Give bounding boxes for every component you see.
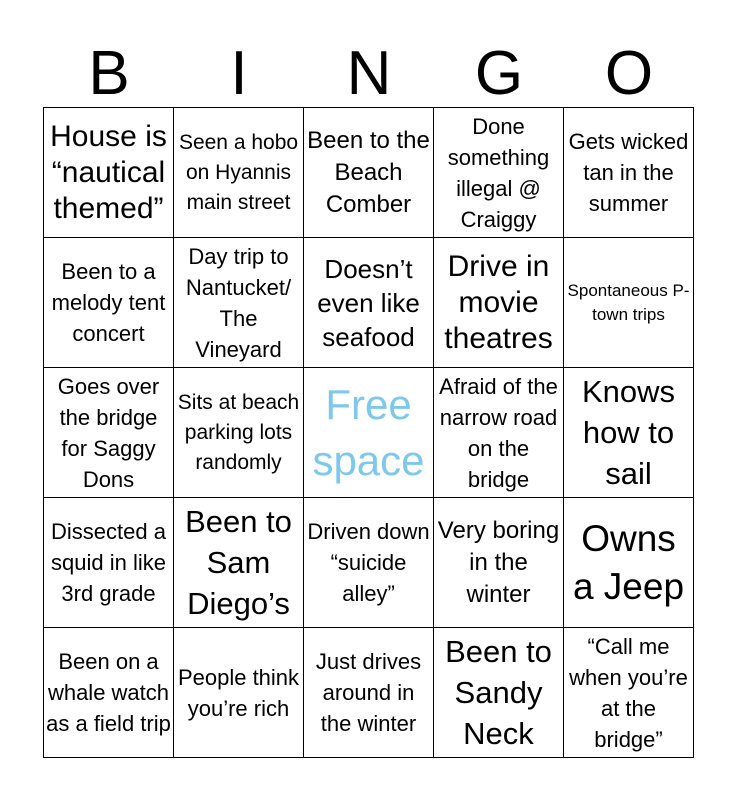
cell-text: Day trip to Nantucket/ The Vineyard (185, 243, 292, 362)
cell-text: Just drives around in the winter (315, 649, 422, 736)
title-letter-i: I (230, 39, 248, 108)
cell-text: “Call me when you’re at the bridge” (569, 633, 688, 752)
cell-text: Been to a melody tent concert (51, 259, 166, 346)
cell-text: Drive in movie theatres (444, 249, 553, 355)
cell-text: People think you’re rich (177, 664, 300, 721)
cell-text: Been to Sandy Neck (445, 634, 552, 751)
cell-text: Dissected a squid in like 3rd grade (51, 519, 166, 606)
cell-text: Driven down “suicide alley” (307, 519, 430, 606)
bingo-cell[interactable] (434, 238, 564, 368)
bingo-cell[interactable] (564, 498, 694, 628)
cell-text: Goes over the bridge for Saggy Dons (57, 373, 160, 492)
cell-text: Very boring in the winter (437, 516, 560, 608)
bingo-cell[interactable] (564, 628, 694, 758)
title-letter-g: G (474, 39, 524, 108)
cell-text: Owns a Jeep (572, 517, 685, 607)
cell-text: Done something illegal @ Craiggy (447, 113, 550, 232)
bingo-cell[interactable] (44, 238, 174, 368)
bingo-cell[interactable] (174, 238, 304, 368)
bingo-cell[interactable] (564, 238, 694, 368)
bingo-cell[interactable] (434, 498, 564, 628)
bingo-cell[interactable] (434, 628, 564, 758)
cell-text: Afraid of the narrow road on the bridge (439, 373, 558, 492)
bingo-title (44, 40, 694, 108)
free-space-text: Free space (312, 380, 425, 484)
bingo-cell[interactable] (174, 108, 304, 238)
bingo-cell[interactable] (304, 108, 434, 238)
cell-text: House is “nautical themed” (50, 119, 167, 225)
cell-text: Spontaneous P-town trips (567, 280, 690, 324)
cell-text: Been on a whale watch as a field trip (46, 649, 171, 736)
bingo-cell[interactable] (434, 368, 564, 498)
bingo-cell[interactable] (44, 628, 174, 758)
bingo-cell[interactable] (174, 498, 304, 628)
bingo-cell[interactable] (174, 628, 304, 758)
bingo-cell[interactable] (174, 368, 304, 498)
cell-text: Been to the Beach Comber (307, 126, 430, 218)
cell-text: Gets wicked tan in the summer (568, 129, 689, 216)
bingo-cell[interactable] (564, 368, 694, 498)
cell-text: Doesn’t even like seafood (317, 253, 420, 352)
cell-text: Seen a hobo on Hyannis main street (178, 130, 299, 214)
bingo-cell[interactable] (564, 108, 694, 238)
cell-text: Been to Sam Diego’s (185, 504, 292, 621)
bingo-cell[interactable] (304, 628, 434, 758)
bingo-cell[interactable] (304, 238, 434, 368)
bingo-cell[interactable] (434, 108, 564, 238)
bingo-cell[interactable] (44, 108, 174, 238)
bingo-grid (43, 107, 694, 758)
title-letter-o: O (604, 39, 654, 108)
free-space-cell[interactable] (304, 368, 434, 498)
title-letter-b: B (88, 39, 130, 108)
cell-text: Sits at beach parking lots randomly (177, 390, 300, 474)
bingo-cell[interactable] (304, 498, 434, 628)
bingo-cell[interactable] (44, 498, 174, 628)
bingo-cell[interactable] (44, 368, 174, 498)
title-letter-n: N (346, 39, 392, 108)
cell-text: Knows how to sail (581, 374, 676, 491)
